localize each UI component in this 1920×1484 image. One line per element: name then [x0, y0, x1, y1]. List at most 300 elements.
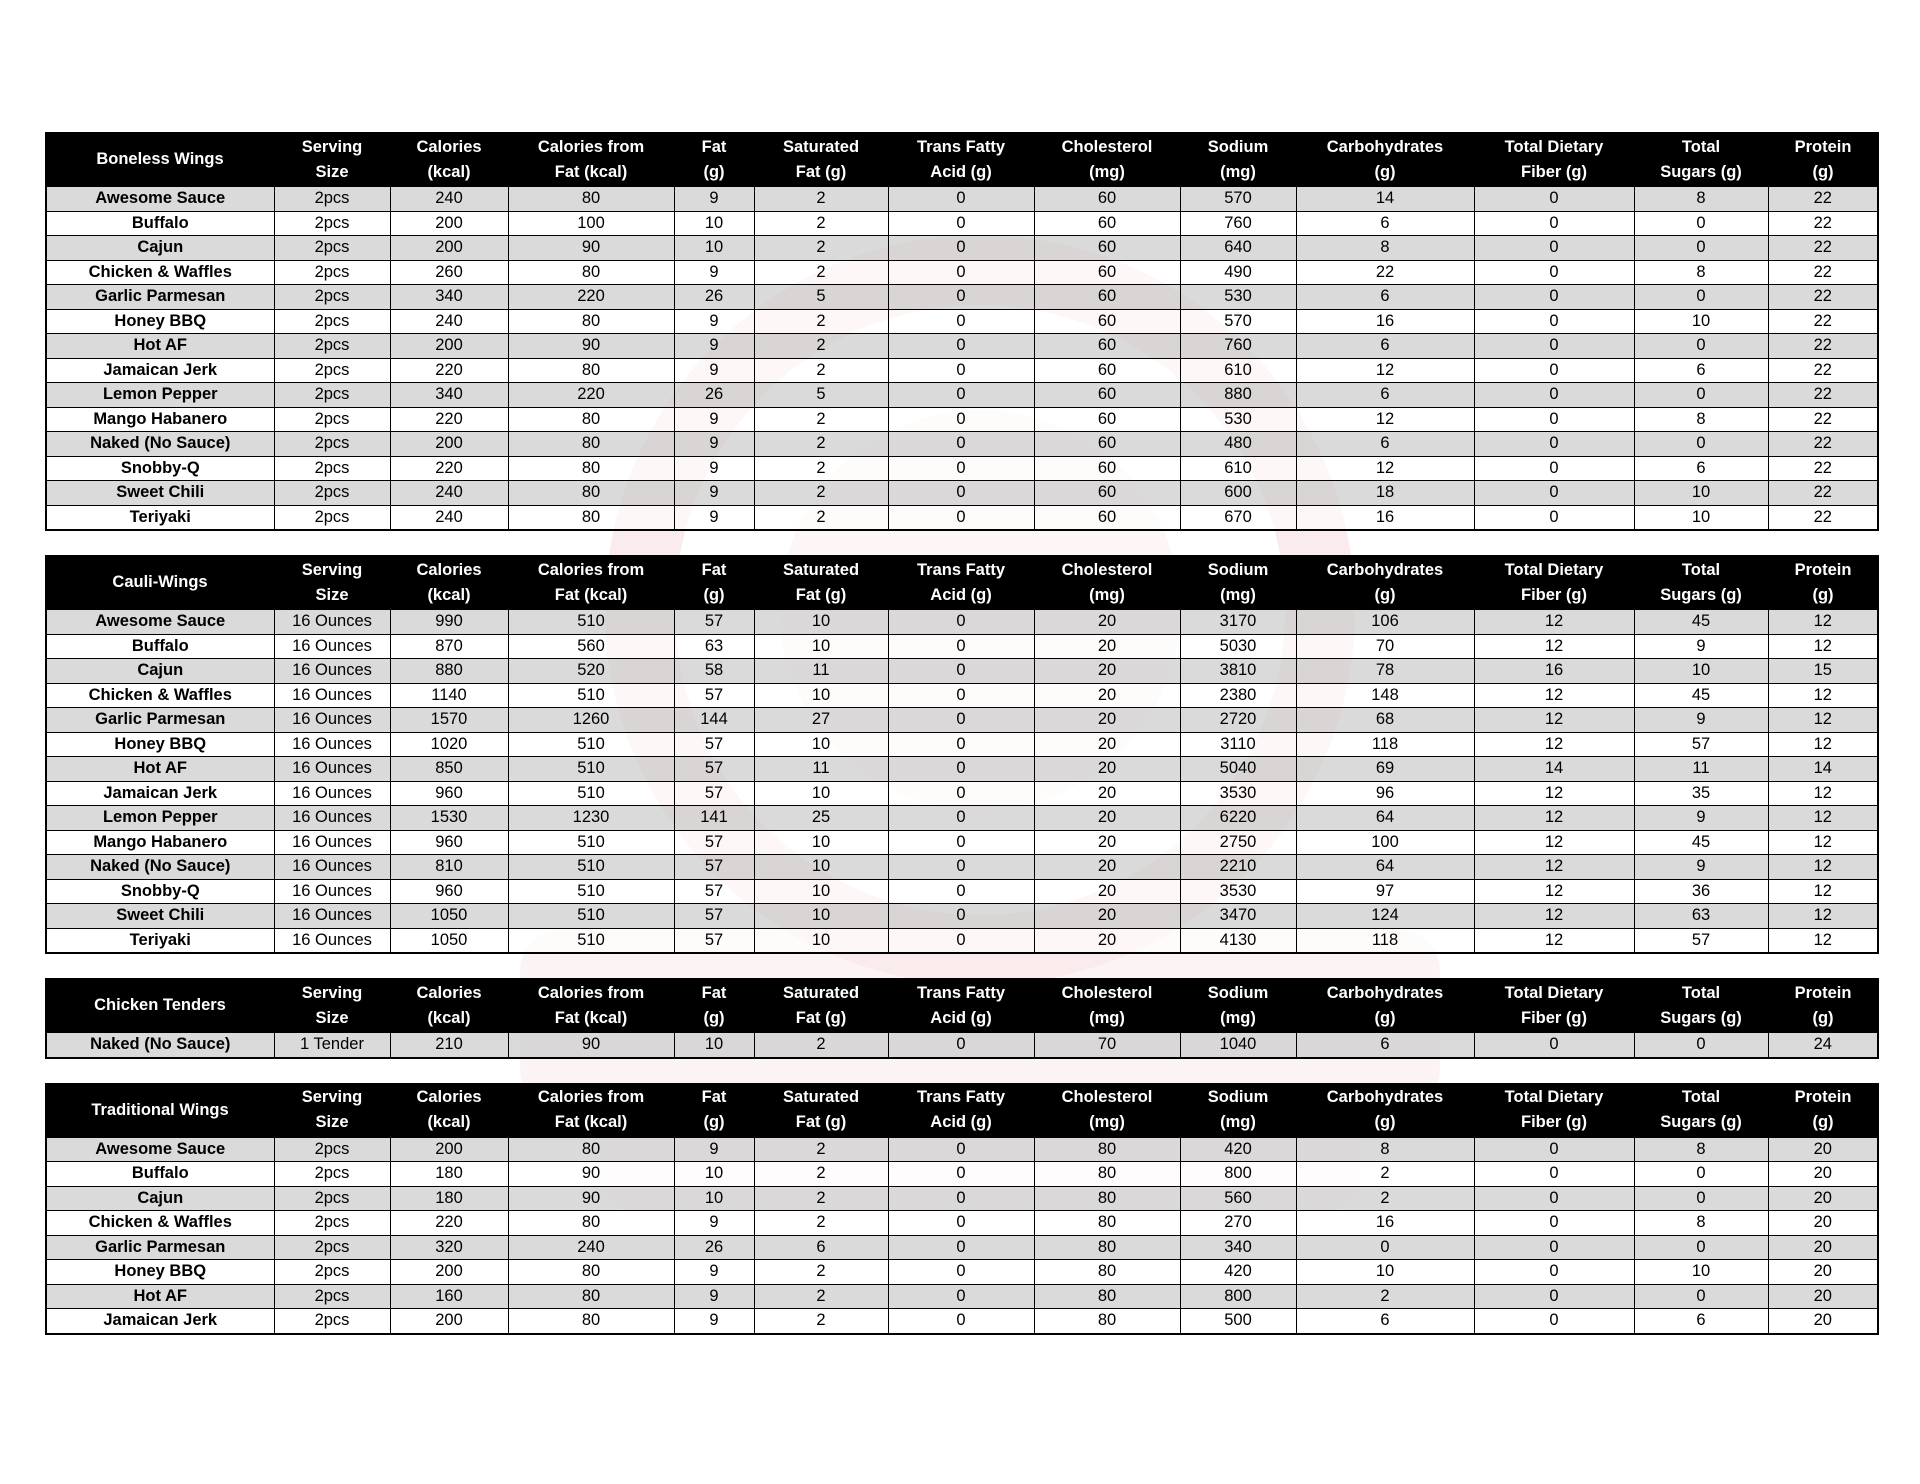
value-cell: 12	[1768, 830, 1878, 855]
value-cell: 22	[1296, 260, 1474, 285]
value-cell: 20	[1034, 928, 1180, 953]
table-row	[46, 757, 1878, 782]
value-cell: 990	[390, 609, 508, 634]
column-header-line: (g)	[703, 1113, 725, 1131]
value-cell: 5040	[1180, 757, 1296, 782]
column-header-line: Fat (kcal)	[554, 1113, 628, 1131]
item-name-cell: Chicken & Waffles	[46, 260, 274, 285]
value-cell: 0	[888, 904, 1034, 929]
column-header-line: Size	[315, 1113, 349, 1131]
value-cell: 2pcs	[274, 260, 390, 285]
value-cell: 16 Ounces	[274, 855, 390, 880]
value-cell: 200	[390, 1137, 508, 1162]
column-header	[1474, 979, 1634, 1032]
value-cell: 60	[1034, 285, 1180, 310]
column-header	[754, 979, 888, 1032]
column-header-line: (mg)	[1089, 1113, 1125, 1131]
column-header-line: Fat	[701, 137, 727, 156]
value-cell: 10	[754, 781, 888, 806]
column-header-line: Protein	[1794, 983, 1852, 1002]
value-cell: 0	[1474, 309, 1634, 334]
item-name-cell: Chicken & Waffles	[46, 1211, 274, 1236]
value-cell: 560	[508, 634, 674, 659]
value-cell: 20	[1768, 1186, 1878, 1211]
value-cell: 0	[888, 407, 1034, 432]
value-cell: 6	[1296, 383, 1474, 408]
value-cell: 57	[674, 928, 754, 953]
value-cell: 180	[390, 1162, 508, 1187]
item-name-cell: Garlic Parmesan	[46, 285, 274, 310]
column-header-line: Total	[1681, 137, 1721, 156]
value-cell: 9	[674, 407, 754, 432]
value-cell: 0	[888, 879, 1034, 904]
value-cell: 9	[1634, 806, 1768, 831]
column-header-line: (mg)	[1220, 585, 1256, 604]
value-cell: 80	[508, 505, 674, 530]
item-name-cell: Mango Habanero	[46, 407, 274, 432]
value-cell: 0	[888, 1284, 1034, 1309]
value-cell: 24	[1768, 1032, 1878, 1058]
value-cell: 12	[1768, 732, 1878, 757]
value-cell: 20	[1768, 1137, 1878, 1162]
value-cell: 1140	[390, 683, 508, 708]
value-cell: 22	[1768, 285, 1878, 310]
value-cell: 240	[390, 309, 508, 334]
table-row	[46, 456, 1878, 481]
value-cell: 12	[1296, 407, 1474, 432]
value-cell: 63	[1634, 904, 1768, 929]
value-cell: 2	[754, 1137, 888, 1162]
value-cell: 9	[674, 358, 754, 383]
value-cell: 6	[1634, 456, 1768, 481]
item-name-cell: Sweet Chili	[46, 481, 274, 506]
value-cell: 0	[888, 285, 1034, 310]
value-cell: 2	[754, 211, 888, 236]
value-cell: 10	[754, 732, 888, 757]
value-cell: 80	[508, 358, 674, 383]
value-cell: 2pcs	[274, 481, 390, 506]
item-name-cell: Honey BBQ	[46, 732, 274, 757]
value-cell: 2pcs	[274, 211, 390, 236]
table-row	[46, 1260, 1878, 1285]
value-cell: 57	[674, 609, 754, 634]
value-cell: 260	[390, 260, 508, 285]
column-header-line: Calories from	[537, 983, 645, 1002]
nutrition-tables	[45, 132, 1877, 1359]
value-cell: 36	[1634, 879, 1768, 904]
column-header-line: Fat (kcal)	[554, 162, 628, 181]
column-header	[888, 133, 1034, 186]
value-cell: 60	[1034, 358, 1180, 383]
column-header-line: (g)	[1374, 162, 1396, 181]
value-cell: 600	[1180, 481, 1296, 506]
value-cell: 0	[888, 481, 1034, 506]
value-cell: 60	[1034, 236, 1180, 261]
value-cell: 2pcs	[274, 285, 390, 310]
column-header-line: Fiber (g)	[1521, 162, 1587, 181]
value-cell: 60	[1034, 383, 1180, 408]
value-cell: 420	[1180, 1260, 1296, 1285]
value-cell: 200	[390, 236, 508, 261]
value-cell: 510	[508, 928, 674, 953]
table-row	[46, 383, 1878, 408]
column-header-line: (mg)	[1089, 162, 1125, 181]
column-header-line: (g)	[1812, 585, 1834, 604]
value-cell: 27	[754, 708, 888, 733]
value-cell: 26	[674, 1235, 754, 1260]
value-cell: 270	[1180, 1211, 1296, 1236]
value-cell: 5030	[1180, 634, 1296, 659]
value-cell: 6	[1634, 1309, 1768, 1334]
value-cell: 2pcs	[274, 1260, 390, 1285]
value-cell: 26	[674, 383, 754, 408]
value-cell: 0	[1474, 481, 1634, 506]
value-cell: 530	[1180, 407, 1296, 432]
value-cell: 2pcs	[274, 1162, 390, 1187]
column-header-line: Cholesterol	[1061, 1088, 1153, 1106]
value-cell: 10	[754, 634, 888, 659]
value-cell: 60	[1034, 505, 1180, 530]
column-header	[1296, 1084, 1474, 1137]
column-header-line: Calories from	[537, 1088, 645, 1106]
column-header	[1180, 556, 1296, 609]
value-cell: 60	[1034, 481, 1180, 506]
value-cell: 6	[1296, 211, 1474, 236]
value-cell: 22	[1768, 481, 1878, 506]
value-cell: 180	[390, 1186, 508, 1211]
value-cell: 12	[1474, 609, 1634, 634]
column-header-line: Total Dietary	[1504, 137, 1604, 156]
value-cell: 18	[1296, 481, 1474, 506]
value-cell: 520	[508, 659, 674, 684]
value-cell: 57	[674, 781, 754, 806]
value-cell: 0	[1474, 236, 1634, 261]
value-cell: 510	[508, 757, 674, 782]
column-header-line: Total	[1681, 560, 1721, 579]
value-cell: 0	[1474, 1137, 1634, 1162]
value-cell: 1570	[390, 708, 508, 733]
column-header-line: Saturated	[782, 983, 860, 1002]
value-cell: 0	[888, 659, 1034, 684]
item-name-cell: Awesome Sauce	[46, 1137, 274, 1162]
value-cell: 220	[390, 1211, 508, 1236]
value-cell: 10	[674, 1186, 754, 1211]
value-cell: 10	[1634, 481, 1768, 506]
value-cell: 1020	[390, 732, 508, 757]
value-cell: 20	[1034, 806, 1180, 831]
value-cell: 12	[1474, 732, 1634, 757]
value-cell: 220	[508, 285, 674, 310]
value-cell: 16 Ounces	[274, 879, 390, 904]
value-cell: 57	[674, 830, 754, 855]
item-name-cell: Teriyaki	[46, 505, 274, 530]
value-cell: 57	[674, 855, 754, 880]
value-cell: 22	[1768, 505, 1878, 530]
value-cell: 0	[1474, 1309, 1634, 1334]
value-cell: 0	[888, 732, 1034, 757]
value-cell: 0	[888, 334, 1034, 359]
value-cell: 8	[1634, 407, 1768, 432]
table-row	[46, 260, 1878, 285]
value-cell: 220	[390, 456, 508, 481]
value-cell: 0	[1474, 1186, 1634, 1211]
value-cell: 10	[754, 683, 888, 708]
value-cell: 640	[1180, 236, 1296, 261]
column-header	[1296, 979, 1474, 1032]
value-cell: 57	[674, 904, 754, 929]
table-row	[46, 211, 1878, 236]
nutrition-table	[45, 1083, 1879, 1335]
value-cell: 240	[390, 186, 508, 211]
value-cell: 960	[390, 879, 508, 904]
column-header-line: Sodium	[1207, 1088, 1269, 1106]
column-header-line: Protein	[1794, 560, 1852, 579]
value-cell: 25	[754, 806, 888, 831]
value-cell: 480	[1180, 432, 1296, 457]
value-cell: 16 Ounces	[274, 609, 390, 634]
column-header	[390, 556, 508, 609]
table-row	[46, 928, 1878, 953]
column-header	[274, 979, 390, 1032]
value-cell: 9	[674, 456, 754, 481]
value-cell: 3530	[1180, 879, 1296, 904]
column-header	[1180, 979, 1296, 1032]
value-cell: 2	[754, 505, 888, 530]
column-header	[1296, 556, 1474, 609]
item-name-cell: Jamaican Jerk	[46, 358, 274, 383]
value-cell: 9	[674, 505, 754, 530]
column-header-line: Serving	[301, 560, 363, 579]
column-header-line: Calories	[416, 137, 482, 156]
value-cell: 148	[1296, 683, 1474, 708]
value-cell: 0	[1634, 285, 1768, 310]
value-cell: 0	[1474, 186, 1634, 211]
value-cell: 2380	[1180, 683, 1296, 708]
value-cell: 200	[390, 432, 508, 457]
value-cell: 0	[1634, 334, 1768, 359]
value-cell: 4130	[1180, 928, 1296, 953]
value-cell: 10	[1634, 659, 1768, 684]
value-cell: 12	[1768, 904, 1878, 929]
value-cell: 0	[888, 781, 1034, 806]
value-cell: 57	[1634, 928, 1768, 953]
table-row	[46, 505, 1878, 530]
value-cell: 60	[1034, 309, 1180, 334]
table-row	[46, 1137, 1878, 1162]
value-cell: 15	[1768, 659, 1878, 684]
table-row	[46, 236, 1878, 261]
value-cell: 6	[1296, 285, 1474, 310]
column-header	[390, 1084, 508, 1137]
column-header-line: Fat (g)	[795, 1113, 847, 1131]
table-row	[46, 358, 1878, 383]
table-header-row	[46, 133, 1878, 186]
value-cell: 11	[754, 757, 888, 782]
table-row	[46, 781, 1878, 806]
value-cell: 70	[1034, 1032, 1180, 1058]
column-header-line: (g)	[1812, 1113, 1834, 1131]
value-cell: 3470	[1180, 904, 1296, 929]
value-cell: 12	[1768, 879, 1878, 904]
value-cell: 8	[1634, 1137, 1768, 1162]
value-cell: 2	[754, 260, 888, 285]
column-header-line: Sugars (g)	[1660, 162, 1742, 181]
value-cell: 12	[1768, 634, 1878, 659]
column-header	[1634, 979, 1768, 1032]
value-cell: 880	[1180, 383, 1296, 408]
value-cell: 2	[754, 1211, 888, 1236]
value-cell: 45	[1634, 609, 1768, 634]
value-cell: 16 Ounces	[274, 732, 390, 757]
column-header-line: Trans Fatty	[916, 560, 1006, 579]
value-cell: 12	[1474, 634, 1634, 659]
column-header-line: Size	[315, 1008, 349, 1027]
value-cell: 16	[1474, 659, 1634, 684]
column-header	[1034, 133, 1180, 186]
value-cell: 0	[888, 383, 1034, 408]
value-cell: 70	[1296, 634, 1474, 659]
value-cell: 0	[888, 1162, 1034, 1187]
column-header-line: (g)	[703, 1008, 725, 1027]
value-cell: 12	[1474, 830, 1634, 855]
value-cell: 0	[1634, 211, 1768, 236]
value-cell: 800	[1180, 1284, 1296, 1309]
value-cell: 57	[674, 757, 754, 782]
item-name-cell: Lemon Pepper	[46, 383, 274, 408]
table-row	[46, 806, 1878, 831]
value-cell: 22	[1768, 186, 1878, 211]
value-cell: 90	[508, 1162, 674, 1187]
value-cell: 0	[888, 683, 1034, 708]
value-cell: 2	[754, 1260, 888, 1285]
value-cell: 2pcs	[274, 432, 390, 457]
value-cell: 10	[674, 1162, 754, 1187]
value-cell: 2	[754, 1284, 888, 1309]
value-cell: 0	[888, 757, 1034, 782]
value-cell: 20	[1768, 1162, 1878, 1187]
value-cell: 20	[1768, 1309, 1878, 1334]
column-header	[888, 979, 1034, 1032]
column-header	[1296, 133, 1474, 186]
value-cell: 0	[1296, 1235, 1474, 1260]
column-header-line: (mg)	[1220, 162, 1256, 181]
column-header	[1034, 556, 1180, 609]
column-header-line: Total Dietary	[1504, 560, 1604, 579]
table-row	[46, 1235, 1878, 1260]
value-cell: 80	[508, 1211, 674, 1236]
value-cell: 160	[390, 1284, 508, 1309]
value-cell: 16 Ounces	[274, 830, 390, 855]
value-cell: 2	[754, 309, 888, 334]
value-cell: 12	[1768, 609, 1878, 634]
value-cell: 2pcs	[274, 1309, 390, 1334]
value-cell: 0	[888, 830, 1034, 855]
value-cell: 0	[1634, 383, 1768, 408]
column-header-line: (kcal)	[427, 1113, 471, 1131]
value-cell: 9	[1634, 855, 1768, 880]
value-cell: 870	[390, 634, 508, 659]
value-cell: 80	[1034, 1186, 1180, 1211]
table-header-row	[46, 556, 1878, 609]
value-cell: 500	[1180, 1309, 1296, 1334]
item-name-cell: Lemon Pepper	[46, 806, 274, 831]
value-cell: 1230	[508, 806, 674, 831]
value-cell: 0	[888, 708, 1034, 733]
value-cell: 610	[1180, 358, 1296, 383]
column-header-line: Calories from	[537, 560, 645, 579]
value-cell: 0	[1634, 432, 1768, 457]
value-cell: 22	[1768, 236, 1878, 261]
table-header-row	[46, 1084, 1878, 1137]
value-cell: 20	[1768, 1211, 1878, 1236]
value-cell: 0	[888, 505, 1034, 530]
value-cell: 880	[390, 659, 508, 684]
item-name-cell: Naked (No Sauce)	[46, 1032, 274, 1058]
value-cell: 57	[674, 732, 754, 757]
column-header-line: Acid (g)	[930, 162, 992, 181]
value-cell: 9	[1634, 634, 1768, 659]
value-cell: 6	[1296, 432, 1474, 457]
column-header-line: Cholesterol	[1061, 137, 1153, 156]
value-cell: 2	[754, 1162, 888, 1187]
value-cell: 2	[754, 481, 888, 506]
value-cell: 9	[674, 334, 754, 359]
value-cell: 0	[1634, 1032, 1768, 1058]
table-row	[46, 1211, 1878, 1236]
value-cell: 16 Ounces	[274, 904, 390, 929]
value-cell: 220	[508, 383, 674, 408]
value-cell: 80	[1034, 1284, 1180, 1309]
value-cell: 9	[674, 309, 754, 334]
value-cell: 2720	[1180, 708, 1296, 733]
column-header	[1634, 1084, 1768, 1137]
value-cell: 0	[1634, 1284, 1768, 1309]
value-cell: 60	[1034, 334, 1180, 359]
value-cell: 0	[1474, 358, 1634, 383]
item-name-cell: Cajun	[46, 659, 274, 684]
value-cell: 0	[1474, 260, 1634, 285]
value-cell: 10	[754, 855, 888, 880]
value-cell: 9	[1634, 708, 1768, 733]
value-cell: 14	[1474, 757, 1634, 782]
value-cell: 12	[1474, 683, 1634, 708]
value-cell: 0	[888, 1260, 1034, 1285]
value-cell: 0	[1474, 1162, 1634, 1187]
value-cell: 9	[674, 1211, 754, 1236]
value-cell: 2pcs	[274, 334, 390, 359]
value-cell: 0	[888, 309, 1034, 334]
value-cell: 14	[1296, 186, 1474, 211]
item-name-cell: Garlic Parmesan	[46, 708, 274, 733]
value-cell: 1050	[390, 928, 508, 953]
column-header-line: Serving	[301, 137, 363, 156]
value-cell: 0	[1634, 236, 1768, 261]
column-header-line: (g)	[703, 162, 725, 181]
value-cell: 20	[1034, 683, 1180, 708]
value-cell: 8	[1296, 1137, 1474, 1162]
value-cell: 80	[508, 1284, 674, 1309]
value-cell: 80	[508, 1309, 674, 1334]
value-cell: 60	[1034, 432, 1180, 457]
column-header-line: Sugars (g)	[1660, 585, 1742, 604]
value-cell: 0	[888, 456, 1034, 481]
value-cell: 2	[1296, 1162, 1474, 1187]
column-header	[1474, 556, 1634, 609]
value-cell: 22	[1768, 432, 1878, 457]
column-header-line: Acid (g)	[930, 1113, 992, 1131]
value-cell: 57	[674, 683, 754, 708]
value-cell: 12	[1474, 855, 1634, 880]
